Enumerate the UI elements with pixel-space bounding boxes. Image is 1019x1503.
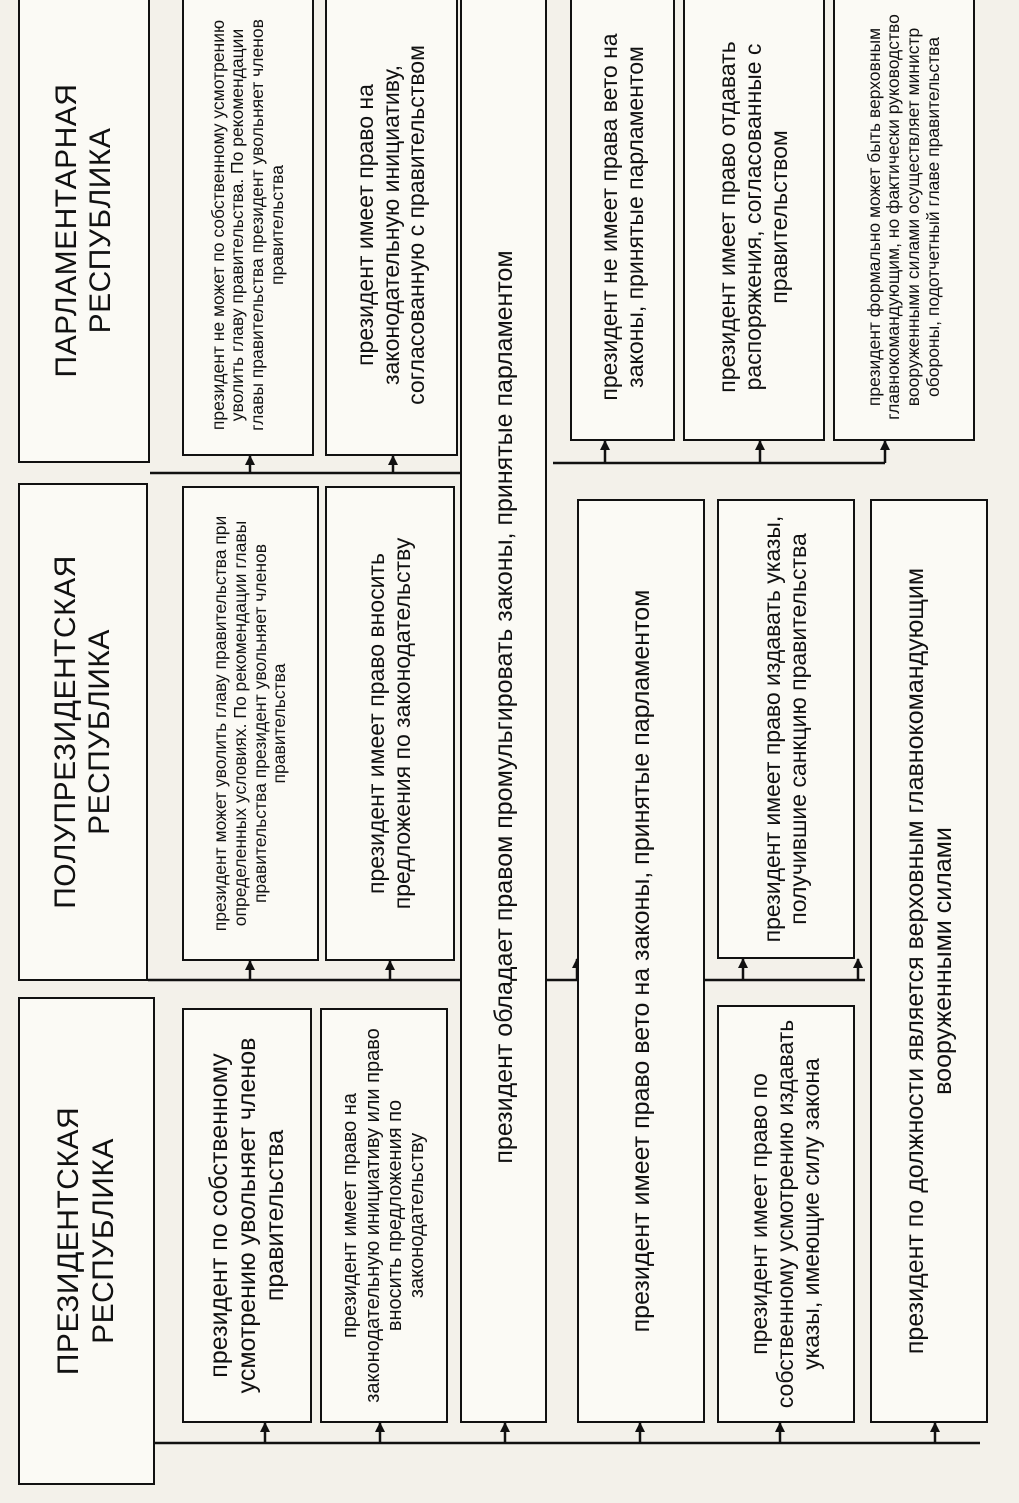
header-presidential-line2: РЕСПУБЛИКА [86,1138,120,1344]
commander-box [870,499,988,1423]
no-veto-text: президент не имеет права вето на законы, принятые парламентом [595,33,648,401]
semi-dismiss-box [182,486,319,961]
decrees-semi-box [717,499,855,959]
header-parliamentary-line2: РЕСПУБЛИКА [84,127,117,334]
semi-legislation-box [325,486,455,961]
parliamentary-dismiss-box [182,0,314,456]
veto-text: президент имеет право вето на законы, принятые парламентом [627,589,655,1333]
presidential-legislation-text: президент имеет право на законодательную инициативу или право вносить предложения по законодательству [339,1028,429,1403]
veto-box [577,499,705,1423]
promulgate-box [460,0,547,1423]
header-parliamentary-republic [18,0,150,463]
commander-formal-box [833,0,975,441]
decrees-semi-text: президент имеет право издавать указы, получившие санкцию правительства [759,515,811,943]
header-presidential-republic [18,997,155,1485]
promulgate-text: президент обладает правом промульгировать законы, принятые парламентом [489,250,518,1164]
header-semi-presidential-republic [18,483,148,981]
header-semi-line2: РЕСПУБЛИКА [83,629,116,835]
parliamentary-legislation-text: президент имеет право на законодательную инициативу, согласованную с правительством [351,45,430,405]
header-presidential-line1: ПРЕЗИДЕНТСКАЯ [52,1106,85,1376]
semi-legislation-text: президент имеет право вносить предложения по законодательству [363,537,415,910]
decrees-presidential-text: президент имеет право по собственному усмотрению издавать указы, имеющие силу закона [746,1019,824,1409]
commander-text: президент по должности является верховным главнокомандующим вооруженными силами [901,567,957,1355]
parliamentary-dismiss-text: президент не может по собственному усмотрению уволить главу правительства. По рекомендации главы правительства президент увольняет членов правительства [207,19,287,431]
decrees-presidential-box [717,1005,855,1423]
semi-dismiss-text: президент может уволить главу правительства при определенных условиях. По рекомендации главы правительства президент увольняет членов правительства [210,515,290,932]
orders-box [683,0,825,441]
presidential-dismiss-box [182,1008,312,1423]
commander-formal-text: президент формально может быть верховным главнокомандующим, но фактически руководство вооруженными силами осуществляет министр обороны, подотчетный главе правительства [863,14,943,420]
header-semi-line1: ПОЛУПРЕЗИДЕНТСКАЯ [48,555,82,909]
parliamentary-legislation-box [325,0,458,456]
orders-text: президент имеет право отдавать распоряжения, согласованные с правительством [714,41,792,393]
no-veto-box [570,0,675,441]
presidential-legislation-box [320,1008,448,1423]
header-parliamentary-line1: ПАРЛАМЕНТАРНАЯ [49,83,83,378]
presidential-dismiss-text: президент по собственному усмотрению увольняет членов правительства [205,1037,289,1394]
